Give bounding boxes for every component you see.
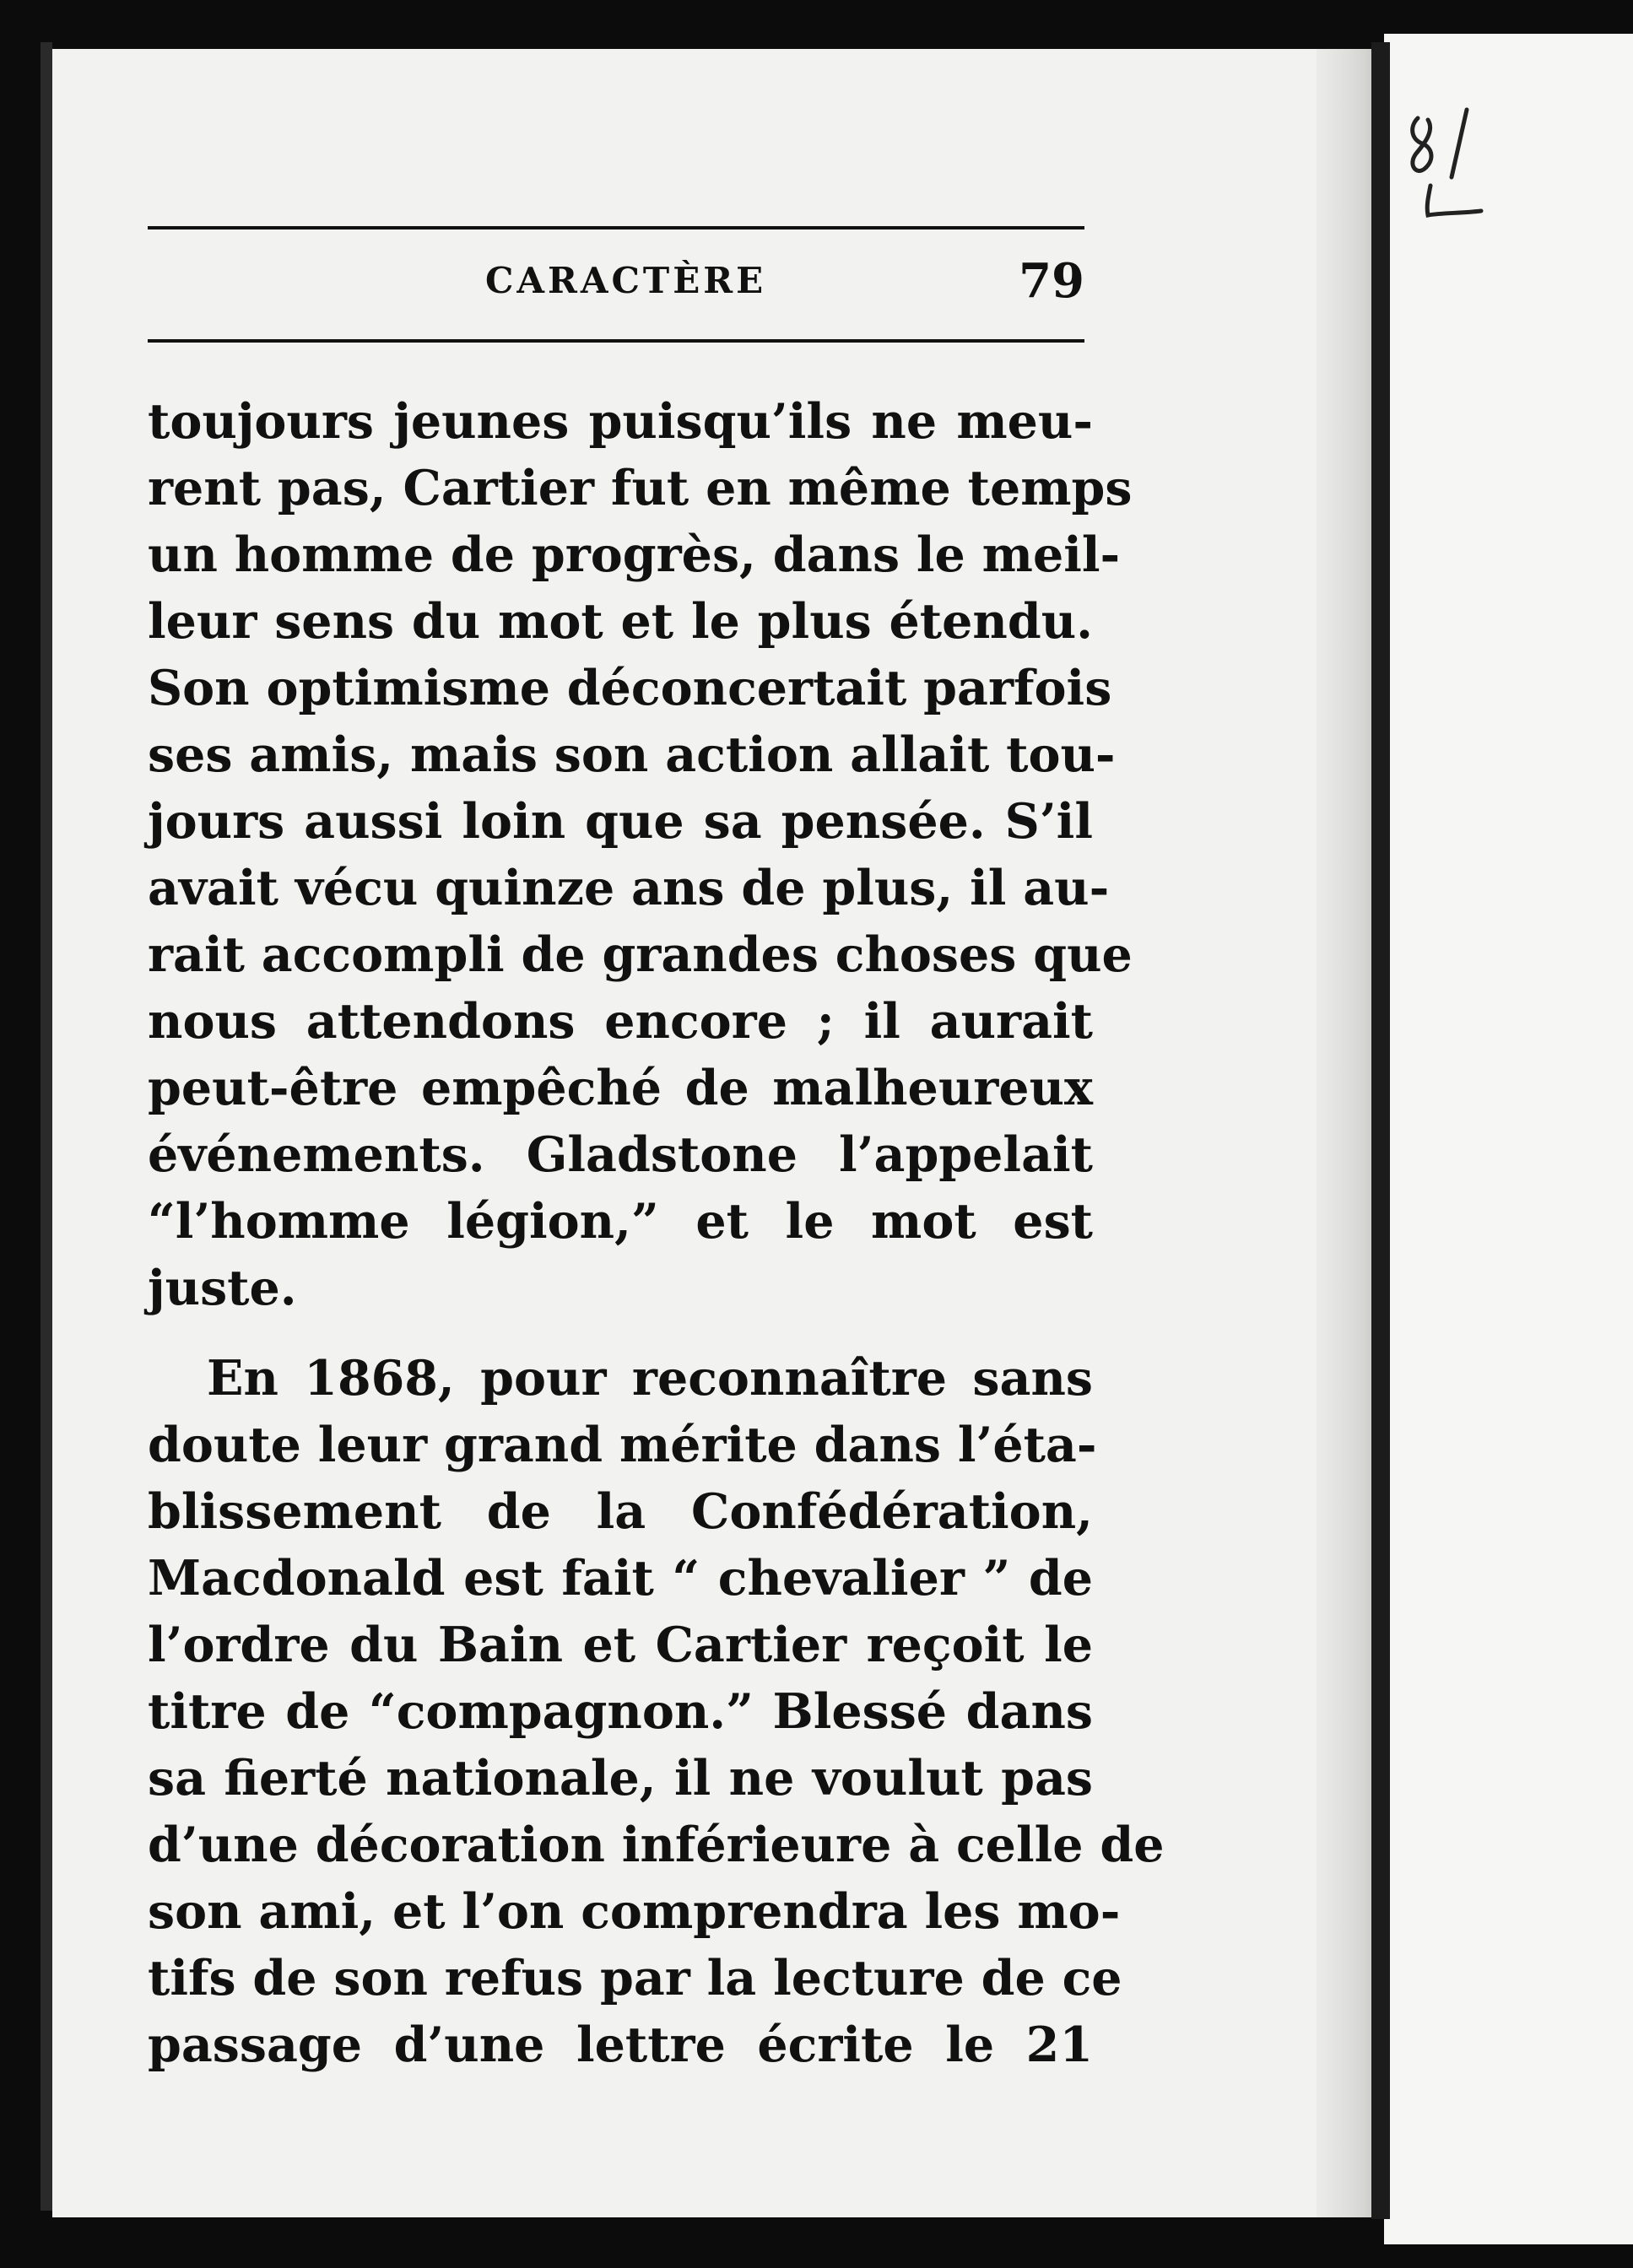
page-seam [1371,42,1390,2219]
text-line: passage d’une lettre écrite le 21 [148,2017,1093,2073]
text-line: juste. [148,1260,297,1316]
paragraph-1 [148,388,1133,1321]
text-line: toujours jeunes puisqu’ils ne meu- [148,393,1093,450]
header-rule-top [148,226,1084,230]
text-line: “l’homme légion,” et le mot est [148,1193,1093,1250]
text-line: En 1868, pour reconnaître sans [207,1350,1093,1407]
text-line: titre de “compagnon.” Blessé dans [148,1683,1093,1740]
adjacent-page-margin [1384,34,1633,2244]
header-rule-bottom [148,339,1084,343]
text-line: blissement de la Confédération, [148,1483,1093,1540]
text-line: ses amis, mais son action allait tou- [148,726,1116,783]
text-line: d’une décoration inférieure à celle de [148,1817,1165,1873]
running-head [148,253,1084,321]
text-line: leur sens du mot et le plus étendu. [148,593,1093,650]
text-line: rait accompli de grandes choses que [148,926,1133,983]
text-line: doute leur grand mérite dans l’éta- [148,1417,1097,1473]
body-text [148,388,1165,2078]
text-line: avait vécu quinze ans de plus, il au- [148,860,1110,916]
text-line: son ami, et l’on comprendra les mo- [148,1883,1121,1940]
handwritten-margin-note [1401,101,1502,236]
text-line: tifs de son refus par la lecture de ce [148,1950,1122,2006]
page-left-edge [41,42,52,2211]
text-line: rent pas, Cartier fut en même temps [148,460,1133,516]
paragraph-2 [148,1345,1165,2078]
page-number: 79 [1019,253,1084,309]
text-line: peut-être empêché de malheureux [148,1060,1093,1116]
text-line: Son optimisme déconcertait parfois [148,660,1112,716]
text-line: événements. Gladstone l’appelait [148,1126,1093,1183]
text-line: jours aussi loin que sa pensée. S’il [148,793,1093,850]
text-line: Macdonald est fait “ chevalier ” de [148,1550,1093,1606]
text-line: un homme de progrès, dans le meil- [148,526,1121,583]
text-line: nous attendons encore ; il aurait [148,993,1093,1050]
paragraph-gap [148,1321,1093,1345]
running-head-title: CARACTÈRE [485,260,767,301]
text-line: sa fierté nationale, il ne voulut pas [148,1750,1093,1806]
text-line: l’ordre du Bain et Cartier reçoit le [148,1617,1093,1673]
